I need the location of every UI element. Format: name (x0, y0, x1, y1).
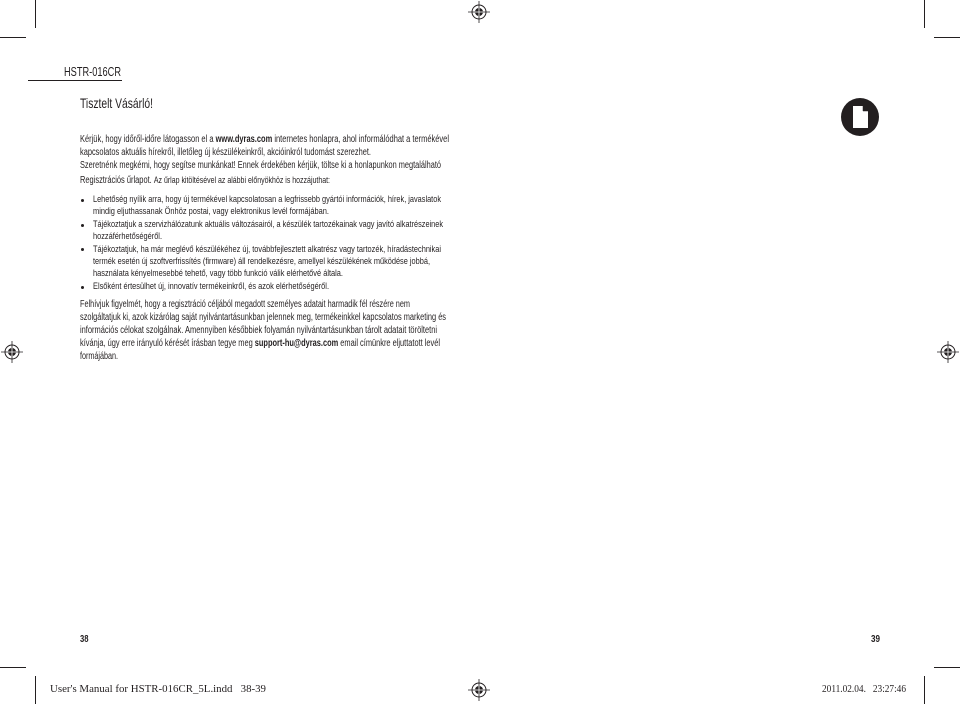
text-segment: Regisztrációs űrlapot. (80, 175, 154, 186)
text-line: szolgáltatjuk ki, azok kizárólag saját nyilvántartásunkban jelennek meg, termékeinkkel kapcsolatos marketing és (80, 312, 446, 323)
text-line (80, 337, 440, 350)
crop-mark-top-left-vertical (35, 0, 36, 28)
model-heading: HSTR-016CR (64, 64, 121, 79)
text-line: Szeretnénk megkérni, hogy segítse munkánkat! Ennek érdekében kérjük, töltse ki a honlapunkon megtalálható (80, 160, 441, 171)
text-line: Tájékoztatjuk a szervizhálózatunk aktuális változásairól, a készülék tartozékainak vagy javító alkatrészeinek (93, 218, 443, 230)
page-number-left: 38 (80, 634, 89, 645)
list-item (80, 244, 551, 281)
crop-mark-top-right-vertical (924, 0, 925, 28)
bullet-marker (81, 286, 84, 289)
registration-mark-left-icon (0, 340, 24, 364)
registration-mark-right-icon (936, 340, 960, 364)
text-segment: email címünkre eljuttatott levél (338, 338, 440, 349)
text-segment: Az űrlap kitöltésével az alábbi előnyökhöz is hozzájuthat: (153, 174, 330, 185)
text-segment: internetes honlapra, ahol informálódhat a termékével (272, 134, 449, 145)
crop-mark-bottom-left-horizontal (0, 667, 26, 668)
benefits-list (80, 194, 551, 293)
crop-mark-bottom-right-horizontal (934, 667, 960, 668)
registration-paragraph (80, 159, 570, 188)
slug-timestamp: 2011.02.04. 23:27:46 (822, 684, 906, 695)
text-line: kapcsolatos aktuális hírekről, illetőleg új készülékeinkről, akcióinkról tudomást szerezhet. (80, 147, 371, 158)
bullet-marker (81, 248, 84, 251)
text-line: mindig eljuthassanak Önhöz postai, vagy elektronikus levél formájában. (93, 206, 329, 218)
text-line: formájában. (80, 351, 118, 362)
registration-mark-bottom-icon (467, 678, 491, 702)
crop-mark-top-right-horizontal (934, 37, 960, 38)
crop-mark-bottom-left-vertical (35, 676, 36, 704)
privacy-paragraph (80, 298, 575, 363)
registration-mark-top-icon (467, 0, 491, 24)
list-item (80, 219, 551, 244)
list-item (80, 281, 551, 293)
text-line: Lehetőség nyílik arra, hogy új termékével kapcsolatosan a legfrissebb gyártói információk, hírek, javaslatok (93, 194, 441, 205)
text-line: információs célokat szolgálnak. Amennyiben későbbiek folyamán nyilvántartásunkban tárolt adatait töröltetni (80, 325, 437, 336)
text-line: használata kényelmesebbé tehető, vagy több funkció válik elérhetővé általa. (93, 268, 343, 280)
support-email: support-hu@dyras.com (254, 338, 339, 349)
text-line: Felhívjuk figyelmét, hogy a regisztráció céljából megadott személyes adatait harmadik fél részére nem (80, 299, 410, 310)
text-line: Elsőként értesülhet új, innovatív termékeinkről, és azok elérhetőségéről. (93, 280, 329, 292)
list-item (80, 194, 551, 219)
crop-mark-top-left-horizontal (0, 37, 26, 38)
text-line (80, 133, 449, 146)
heading-rule (28, 80, 122, 81)
bullet-marker (81, 199, 84, 202)
slug-filename: User's Manual for HSTR-016CR_5L.indd 38-39 (50, 684, 266, 695)
text-segment: Kérjük, hogy időről-időre látogasson el a (80, 134, 216, 145)
text-line: termék esetén új szoftverfrissítés (firmware) áll rendelkezésre, amellyel készülékének működése jobbá, (93, 256, 430, 268)
bullet-marker (81, 224, 84, 227)
text-line (80, 173, 330, 188)
document-icon (840, 97, 880, 137)
text-line: Tájékoztatjuk, ha már meglévő készülékéhez új, továbbfejlesztett alkatrész vagy tartozék, híradástechnikai (93, 243, 441, 255)
text-segment: kívánja, úgy erre irányuló kérését írásban tegye meg (80, 338, 255, 349)
crop-mark-bottom-right-vertical (924, 676, 925, 704)
page-number-right: 39 (871, 634, 880, 645)
text-line: hozzáférhetőségéről. (93, 231, 162, 243)
greeting-title: Tisztelt Vásárló! (80, 95, 153, 111)
intro-paragraph (80, 133, 573, 159)
website-url: www.dyras.com (215, 134, 273, 145)
